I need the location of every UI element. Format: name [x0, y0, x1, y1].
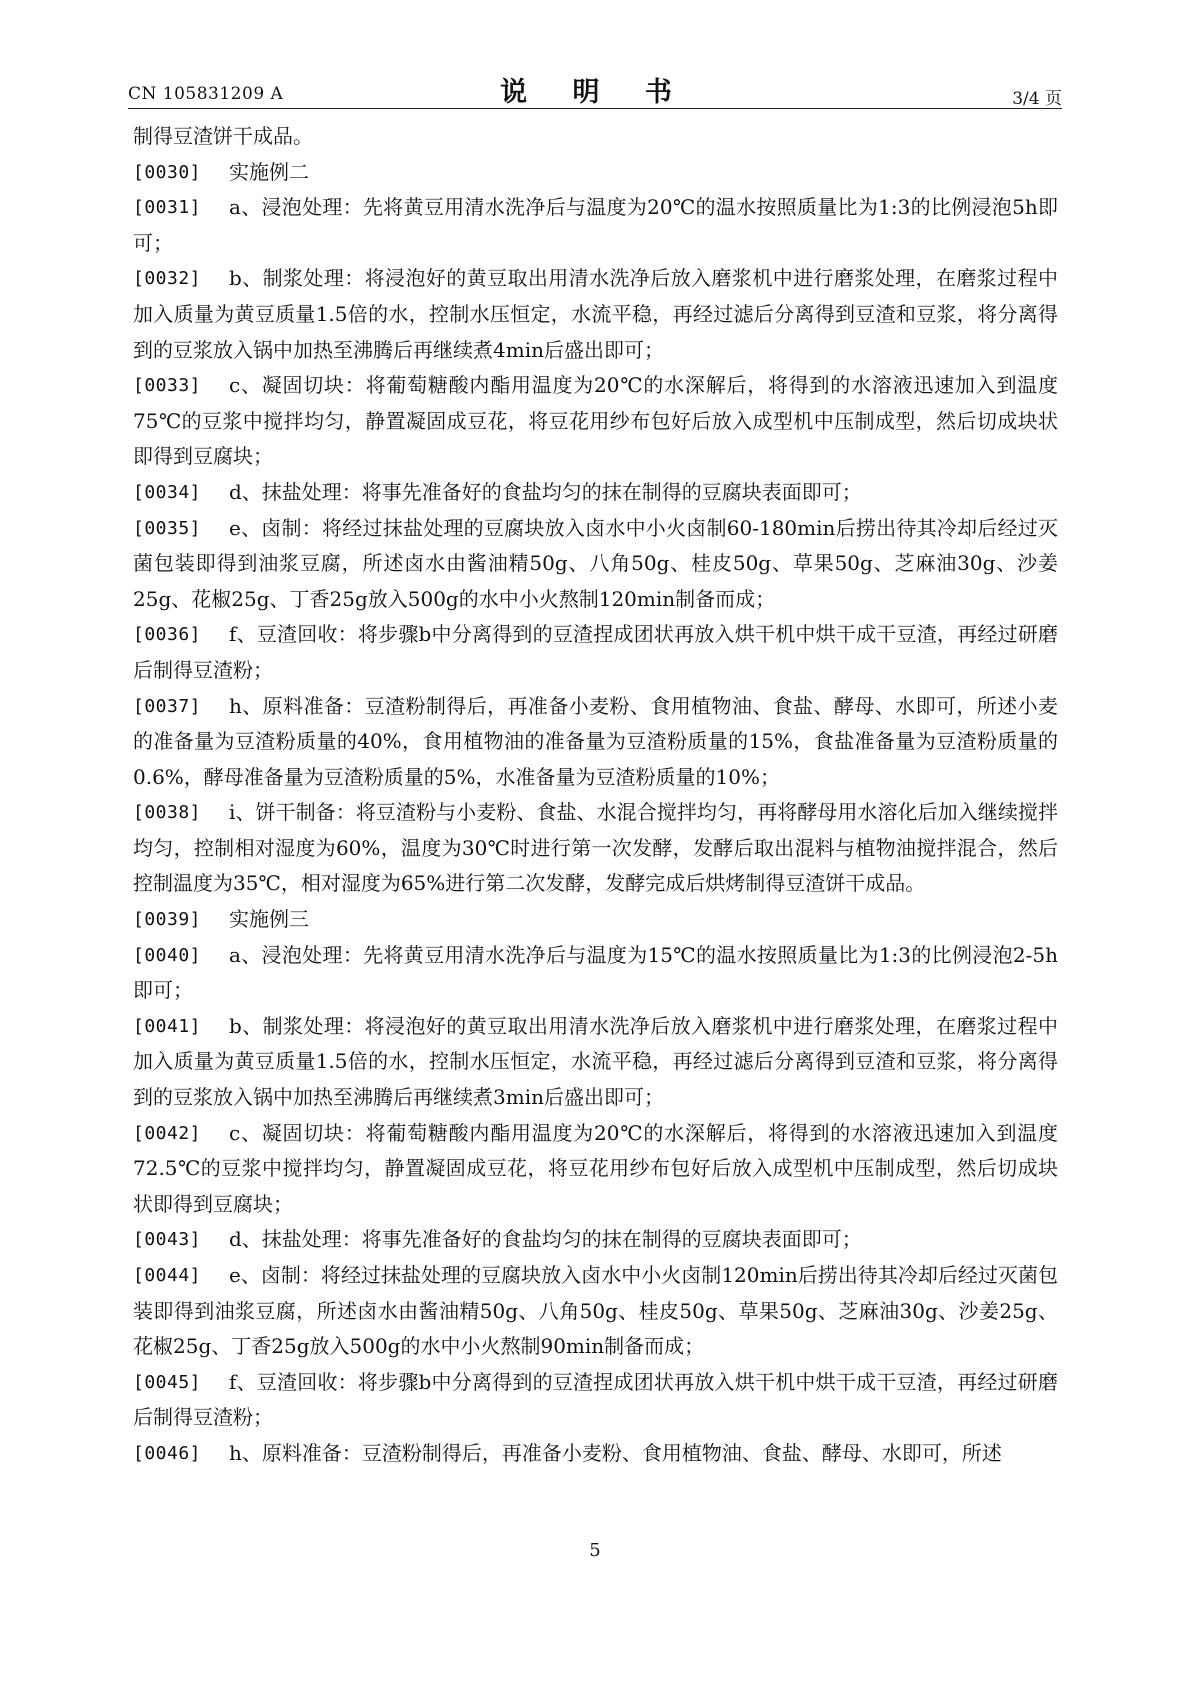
paragraph — [133, 368, 1058, 475]
paragraph — [133, 617, 1058, 688]
paragraph-number: [0040] — [133, 944, 202, 966]
paragraph-text: f、豆渣回收：将步骤b中分离得到的豆渣捏成团状再放入烘干机中烘干成干豆渣，再经过研磨后制得豆渣粉； — [133, 1369, 1058, 1430]
document-body — [133, 119, 1058, 1472]
paragraph — [133, 1365, 1058, 1436]
paragraph-text: 制得豆渣饼干成品。 — [133, 124, 313, 148]
paragraph-text: d、抹盐处理：将事先准备好的食盐均匀的抹在制得的豆腐块表面即可； — [229, 1227, 862, 1252]
paragraph — [133, 1222, 1058, 1258]
paragraph-number: [0036] — [133, 624, 202, 646]
paragraph — [133, 261, 1058, 368]
paragraph-text: a、浸泡处理：先将黄豆用清水洗净后与温度为20℃的温水按照质量比为1:3的比例浸泡5h即可； — [133, 195, 1058, 255]
page-indicator: 3/4 页 — [1012, 89, 1062, 109]
paragraph-text: e、卤制：将经过抹盐处理的豆腐块放入卤水中小火卤制120min后捞出待其冷却后经过灭菌包装即得到油浆豆腐，所述卤水由酱油精50g、八角50g、桂皮50g、草果50g、芝麻油30g、沙姜25g、花椒25g、丁香25g放入500g的水中小火熬制90min制备而成； — [133, 1263, 1058, 1359]
paragraph — [133, 190, 1058, 261]
publication-number: CN 105831209 A — [128, 84, 284, 104]
paragraph-text: a、浸泡处理：先将黄豆用清水洗净后与温度为15℃的温水按照质量比为1:3的比例浸泡2-5h即可； — [133, 942, 1058, 1003]
page-header — [128, 66, 1062, 108]
paragraph-number: [0030] — [133, 161, 202, 183]
paragraph-text: i、饼干制备：将豆渣粉与小麦粉、食盐、水混合搅拌均匀，再将酵母用水溶化后加入继续搅拌均匀，控制相对湿度为60%，温度为30℃时进行第一次发酵，发酵后取出混料与植物油搅拌混合，然后控制温度为35℃，相对湿度为65%进行第二次发酵，发酵完成后烘烤制得豆渣饼干成品。 — [133, 800, 1058, 896]
paragraph — [133, 1116, 1058, 1223]
paragraph-text: h、原料准备：豆渣粉制得后，再准备小麦粉、食用植物油、食盐、酵母、水即可，所述 — [229, 1440, 1002, 1465]
paragraph-number: [0042] — [133, 1122, 202, 1144]
paragraph-number: [0045] — [133, 1371, 202, 1393]
paragraph-number: [0032] — [133, 268, 202, 290]
paragraph — [133, 1436, 1058, 1472]
paragraph-text: 实施例三 — [229, 907, 309, 932]
paragraph — [133, 795, 1058, 902]
paragraph-number: [0039] — [133, 909, 202, 931]
paragraph-text: b、制浆处理：将浸泡好的黄豆取出用清水洗净后放入磨浆机中进行磨浆处理，在磨浆过程中加入质量为黄豆质量1.5倍的水，控制水压恒定，水流平稳，再经过滤后分离得到豆渣和豆浆，将分离得到的豆浆放入锅中加热至沸腾后再继续煮3min后盛出即可； — [133, 1013, 1058, 1110]
document-title: 说 明 书 — [500, 77, 690, 108]
paragraph — [133, 938, 1058, 1009]
paragraph — [133, 1009, 1058, 1116]
paragraph-number: [0035] — [133, 517, 202, 539]
paragraph-text: e、卤制：将经过抹盐处理的豆腐块放入卤水中小火卤制60-180min后捞出待其冷却后经过灭菌包装即得到油浆豆腐，所述卤水由酱油精50g、八角50g、桂皮50g、草果50g、芝麻油30g、沙姜25g、花椒25g、丁香25g放入500g的水中小火熬制120min制备而成； — [133, 515, 1058, 611]
paragraph — [133, 902, 1058, 938]
page-number: 5 — [589, 1540, 601, 1561]
paragraph-number: [0041] — [133, 1015, 202, 1037]
paragraph-text: b、制浆处理：将浸泡好的黄豆取出用清水洗净后放入磨浆机中进行磨浆处理，在磨浆过程中加入质量为黄豆质量1.5倍的水，控制水压恒定，水流平稳，再经过滤后分离得到豆渣和豆浆，将分离得到的豆浆放入锅中加热至沸腾后再继续煮4min后盛出即可； — [133, 266, 1058, 362]
paragraph — [133, 155, 1058, 191]
paragraph-number: [0031] — [133, 197, 202, 219]
paragraph — [133, 689, 1058, 796]
paragraph-text: c、凝固切块：将葡萄糖酸内酯用温度为20℃的水深解后，将得到的水溶液迅速加入到温度72.5℃的豆浆中搅拌均匀，静置凝固成豆花，将豆花用纱布包好后放入成型机中压制成型，然后切成块状即得到豆腐块； — [133, 1120, 1058, 1216]
paragraph — [133, 119, 1058, 155]
paragraph-number: [0033] — [133, 375, 202, 397]
paragraph-number: [0034] — [133, 481, 202, 503]
paragraph-number: [0038] — [133, 802, 202, 824]
header-divider — [128, 108, 1062, 109]
paragraph-text: f、豆渣回收：将步骤b中分离得到的豆渣捏成团状再放入烘干机中烘干成干豆渣，再经过研磨后制得豆渣粉； — [133, 622, 1058, 682]
paragraph-number: [0044] — [133, 1265, 202, 1286]
paragraph-text: c、凝固切块：将葡萄糖酸内酯用温度为20℃的水深解后，将得到的水溶液迅速加入到温度75℃的豆浆中搅拌均匀，静置凝固成豆花，将豆花用纱布包好后放入成型机中压制成型，然后切成块状即得到豆腐块； — [133, 373, 1058, 469]
paragraph — [133, 511, 1058, 618]
paragraph-number: [0037] — [133, 695, 202, 717]
paragraph — [133, 475, 1058, 511]
paragraph-number: [0046] — [133, 1442, 202, 1464]
paragraph-number: [0043] — [133, 1229, 202, 1251]
paragraph — [133, 1258, 1058, 1365]
paragraph-text: d、抹盐处理：将事先准备好的食盐均匀的抹在制得的豆腐块表面即可； — [229, 479, 862, 504]
paragraph-text: 实施例二 — [229, 159, 309, 184]
paragraph-text: h、原料准备：豆渣粉制得后，再准备小麦粉、食用植物油、食盐、酵母、水即可，所述小麦的准备量为豆渣粉质量的40%，食用植物油的准备量为豆渣粉质量的15%，食盐准备量为豆渣粉质量的0.6%，酵母准备量为豆渣粉质量的5%，水准备量为豆渣粉质量的10%； — [133, 693, 1058, 789]
